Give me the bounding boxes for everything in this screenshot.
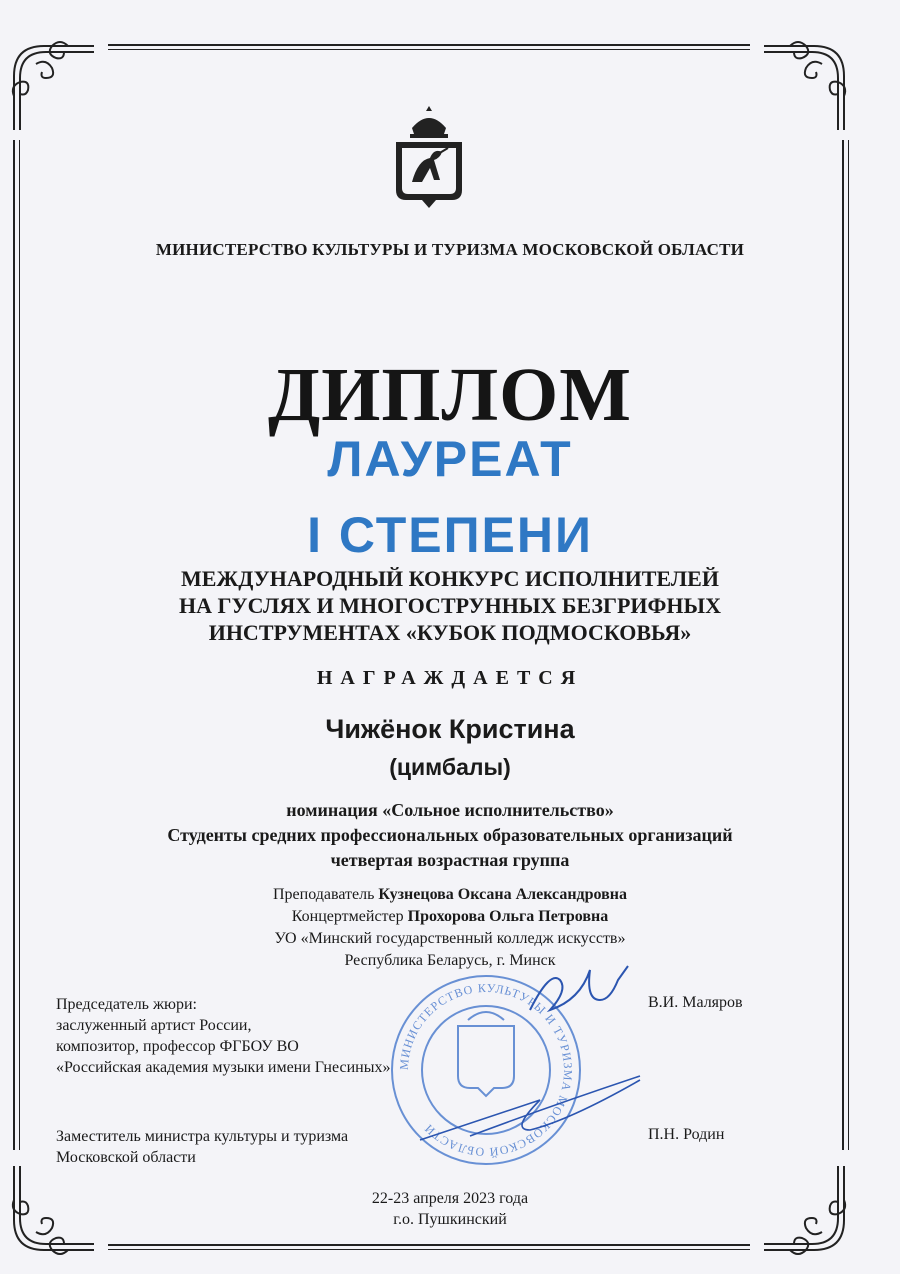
deputy-minister-name: П.Н. Родин (648, 1126, 725, 1143)
awardee-name: Чижёнок Кристина (325, 714, 575, 744)
deputy-minister-block (56, 1126, 348, 1168)
frame-bottom-rule-inner (108, 1249, 750, 1250)
frame-bottom-rule (108, 1244, 750, 1246)
jury-line: «Российская академия музыки имени Гнесиных» (56, 1059, 391, 1076)
ministry-heading: МИНИСТЕРСТВО КУЛЬТУРЫ И ТУРИЗМА МОСКОВСКОЙ ОБЛАСТИ (155, 240, 745, 259)
jury-line: Председатель жюри: (56, 996, 197, 1013)
contest-line: НА ГУСЛЯХ И МНОГОСТРУННЫХ БЕЗГРИФНЫХ (178, 593, 722, 618)
teacher-label: Преподаватель (272, 886, 375, 903)
teacher-name: Кузнецова Оксана Александровна (378, 886, 628, 903)
accompanist-line (0, 906, 900, 928)
contest-line: МЕЖДУНАРОДНЫЙ КОНКУРС ИСПОЛНИТЕЛЕЙ (181, 566, 719, 591)
frame-top-rule (108, 44, 750, 46)
contest-name (0, 565, 900, 646)
location-line: Республика Беларусь, г. Минск (344, 952, 556, 969)
deputy-line: Заместитель министра культуры и туризма (56, 1128, 349, 1145)
jury-chair-name: В.И. Маляров (648, 994, 743, 1011)
institution-line: УО «Минский государственный колледж искусств» (274, 930, 626, 947)
coat-of-arms-icon (392, 104, 466, 210)
accompanist-label: Концертмейстер (291, 908, 404, 925)
nomination-block (0, 798, 900, 873)
jury-line: композитор, профессор ФГБОУ ВО (56, 1038, 299, 1055)
diploma-title: ДИПЛОМ (268, 353, 632, 437)
laureate-title: ЛАУРЕАТ (327, 431, 573, 487)
accompanist-name: Прохорова Ольга Петровна (407, 908, 609, 925)
signature-icon (410, 1070, 660, 1150)
nomination-line: четвертая возрастная группа (330, 850, 570, 870)
degree-title: I СТЕПЕНИ (307, 507, 593, 563)
corner-ornament-icon (760, 36, 850, 136)
signature-icon (520, 960, 630, 1030)
event-date: 22-23 апреля 2023 года (371, 1190, 529, 1207)
frame-top-rule-inner (108, 49, 750, 50)
credits-block (0, 884, 900, 972)
awarded-label: НАГРАЖДАЕТСЯ (316, 667, 584, 689)
jury-chair-block (56, 994, 390, 1078)
awardee-instrument: (цимбалы) (389, 754, 511, 780)
corner-ornament-icon (8, 36, 98, 136)
deputy-line: Московской области (56, 1149, 196, 1166)
stamp-text: МИНИСТЕРСТВО КУЛЬТУРЫ И ТУРИЗМА МОСКОВСКОЙ ОБЛАСТИ (396, 980, 576, 1160)
teacher-line (0, 884, 900, 906)
contest-line: ИНСТРУМЕНТАХ «КУБОК ПОДМОСКОВЬЯ» (208, 620, 692, 645)
nomination-line: Студенты средних профессиональных образовательных организаций (167, 825, 733, 845)
nomination-line: номинация «Сольное исполнительство» (286, 800, 614, 820)
event-place: г.о. Пушкинский (393, 1211, 507, 1228)
footer-block (0, 1188, 900, 1230)
jury-line: заслуженный артист России, (56, 1017, 252, 1034)
